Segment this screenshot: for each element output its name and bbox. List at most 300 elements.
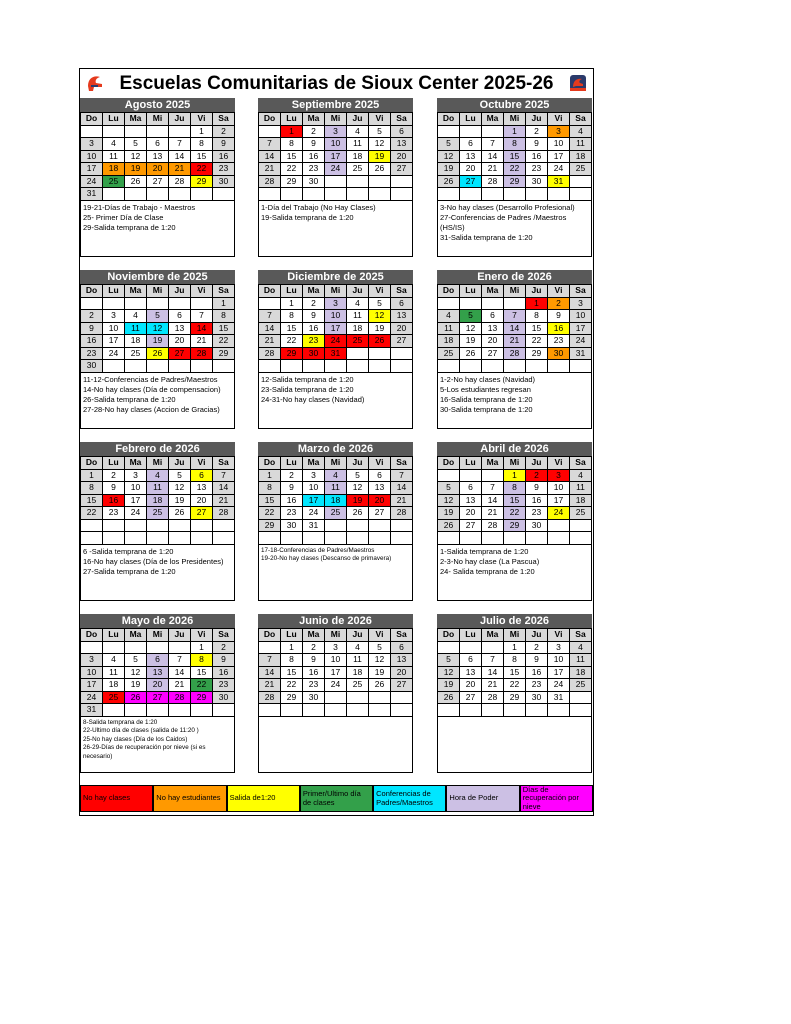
day-cell: 9 [526, 138, 548, 151]
day-cell: 14 [504, 322, 526, 335]
day-cell: 5 [125, 654, 147, 667]
empty-cell [81, 125, 103, 138]
day-cell: 28 [169, 691, 191, 704]
day-cell: 25 [438, 347, 460, 360]
day-of-week-header: Mi [504, 113, 526, 126]
empty-cell [570, 532, 592, 545]
day-of-week-header: Sa [570, 285, 592, 298]
note-line: 12-Salida temprana de 1:20 [261, 374, 354, 384]
day-cell: 8 [504, 138, 526, 151]
day-cell: 2 [103, 469, 125, 482]
empty-cell [438, 532, 460, 545]
empty-cell [347, 347, 369, 360]
day-cell: 3 [125, 469, 147, 482]
empty-cell [504, 360, 526, 373]
day-cell: 20 [369, 494, 391, 507]
day-cell: 20 [460, 507, 482, 520]
day-cell: 6 [391, 641, 413, 654]
day-cell: 12 [369, 138, 391, 151]
day-cell: 20 [147, 679, 169, 692]
empty-cell [482, 360, 504, 373]
empty-cell [325, 519, 347, 532]
day-cell: 25 [570, 163, 592, 176]
day-of-week-header: Ma [125, 285, 147, 298]
day-cell: 23 [303, 679, 325, 692]
empty-cell [259, 125, 281, 138]
month-notes [258, 545, 413, 601]
day-cell: 4 [570, 125, 592, 138]
empty-cell [504, 297, 526, 310]
day-cell: 28 [191, 347, 213, 360]
day-cell: 7 [169, 138, 191, 151]
day-of-week-header: Ju [169, 285, 191, 298]
empty-cell [147, 125, 169, 138]
day-cell: 1 [281, 641, 303, 654]
day-of-week-header: Ma [482, 113, 504, 126]
empty-cell [125, 125, 147, 138]
day-cell: 17 [325, 666, 347, 679]
day-cell: 9 [303, 310, 325, 323]
day-cell: 28 [391, 507, 413, 520]
day-cell: 2 [303, 125, 325, 138]
empty-cell [81, 641, 103, 654]
day-cell: 6 [482, 310, 504, 323]
day-cell: 26 [438, 691, 460, 704]
month-notes [258, 373, 413, 429]
month-calendar [80, 98, 235, 257]
day-cell: 10 [325, 654, 347, 667]
day-cell: 11 [438, 322, 460, 335]
empty-cell [125, 360, 147, 373]
calendar-page [79, 68, 594, 816]
empty-cell [460, 188, 482, 201]
empty-cell [347, 188, 369, 201]
day-cell: 7 [213, 469, 235, 482]
day-cell: 23 [213, 163, 235, 176]
day-cell: 17 [125, 494, 147, 507]
month-notes [258, 717, 413, 773]
day-cell: 21 [191, 335, 213, 348]
day-cell: 8 [213, 310, 235, 323]
day-cell: 8 [504, 654, 526, 667]
day-cell: 2 [303, 297, 325, 310]
day-cell: 17 [548, 150, 570, 163]
empty-cell [147, 297, 169, 310]
day-cell: 9 [526, 654, 548, 667]
day-cell: 3 [570, 297, 592, 310]
day-of-week-header: Do [438, 457, 460, 470]
legend-item: Conferencias de Padres/Maestros [373, 785, 446, 812]
empty-cell [103, 641, 125, 654]
day-cell: 23 [526, 679, 548, 692]
day-of-week-header: Ma [482, 629, 504, 642]
day-cell: 14 [169, 666, 191, 679]
day-of-week-header: Lu [281, 457, 303, 470]
note-line: 1-Salida temprana de 1:20 [440, 546, 529, 556]
day-cell: 28 [169, 175, 191, 188]
day-cell: 22 [259, 507, 281, 520]
day-cell: 4 [103, 138, 125, 151]
empty-cell [504, 532, 526, 545]
month-title: Noviembre de 2025 [80, 270, 235, 284]
month-notes [80, 201, 235, 257]
month-grid [437, 456, 592, 545]
empty-cell [347, 519, 369, 532]
empty-cell [369, 532, 391, 545]
day-of-week-header: Mi [147, 457, 169, 470]
day-cell: 17 [81, 679, 103, 692]
note-line: 26-29-Días de recuperación por nieve (si es necesario) [83, 744, 206, 760]
day-cell: 5 [438, 654, 460, 667]
month-calendar [258, 98, 413, 257]
day-cell: 6 [369, 469, 391, 482]
note-line: 3-No hay clases (Desarrollo Profesional) [440, 202, 575, 212]
day-of-week-header: Lu [460, 113, 482, 126]
day-cell: 24 [548, 679, 570, 692]
day-cell: 9 [103, 482, 125, 495]
day-cell: 1 [526, 297, 548, 310]
day-cell: 19 [438, 679, 460, 692]
day-of-week-header: Ma [482, 457, 504, 470]
day-cell: 23 [303, 163, 325, 176]
month-grid [437, 628, 592, 717]
empty-cell [103, 360, 125, 373]
day-cell: 4 [570, 641, 592, 654]
day-cell: 16 [213, 150, 235, 163]
month-grid [258, 628, 413, 717]
day-cell: 16 [303, 322, 325, 335]
empty-cell [526, 532, 548, 545]
day-cell: 4 [347, 125, 369, 138]
school-crest-logo [567, 72, 589, 94]
month-calendar [80, 442, 235, 601]
day-cell: 16 [526, 494, 548, 507]
day-cell: 11 [570, 482, 592, 495]
day-cell: 11 [347, 654, 369, 667]
legend-item: Días de recuperación por nieve [520, 785, 593, 812]
day-of-week-header: Do [438, 113, 460, 126]
day-cell: 19 [438, 507, 460, 520]
empty-cell [460, 704, 482, 717]
month-calendar [258, 270, 413, 429]
note-line: 8-Salida temprana de 1:20 [83, 718, 158, 726]
day-cell: 12 [438, 666, 460, 679]
month-calendar [258, 614, 413, 773]
day-cell: 28 [482, 519, 504, 532]
note-line: 16-No hay clases (Día de los Presidentes) [83, 556, 224, 566]
empty-cell [526, 704, 548, 717]
day-cell: 14 [482, 150, 504, 163]
day-cell: 25 [325, 507, 347, 520]
day-cell: 17 [325, 322, 347, 335]
day-of-week-header: Mi [147, 629, 169, 642]
empty-cell [391, 175, 413, 188]
empty-cell [548, 704, 570, 717]
day-cell: 20 [391, 150, 413, 163]
day-of-week-header: Lu [103, 457, 125, 470]
day-cell: 4 [347, 641, 369, 654]
day-cell: 24 [325, 163, 347, 176]
day-cell: 22 [191, 163, 213, 176]
day-cell: 1 [281, 125, 303, 138]
day-cell: 2 [213, 641, 235, 654]
month-calendar [80, 270, 235, 429]
day-of-week-header: Do [259, 285, 281, 298]
note-line: 29-Salida temprana de 1:20 [83, 222, 176, 232]
day-cell: 13 [369, 482, 391, 495]
day-cell: 4 [438, 310, 460, 323]
day-cell: 22 [281, 335, 303, 348]
note-line: 25-No hay clases (Día de los Caidos) [83, 735, 188, 743]
day-cell: 30 [81, 360, 103, 373]
day-cell: 28 [259, 347, 281, 360]
note-line: 2-3-No hay clase (La Pascua) [440, 556, 540, 566]
month-title: Enero de 2026 [437, 270, 592, 284]
spartan-helmet-logo [84, 72, 106, 94]
day-cell: 29 [281, 691, 303, 704]
empty-cell [303, 704, 325, 717]
day-cell: 10 [570, 310, 592, 323]
day-cell: 28 [259, 691, 281, 704]
day-cell: 6 [169, 310, 191, 323]
day-of-week-header: Ju [347, 629, 369, 642]
day-cell: 17 [570, 322, 592, 335]
day-cell: 10 [548, 654, 570, 667]
day-cell: 25 [103, 691, 125, 704]
note-line: 19-20-No hay clases (Descanso de primavera) [261, 555, 392, 562]
day-of-week-header: Ma [125, 113, 147, 126]
day-of-week-header: Lu [460, 457, 482, 470]
day-cell: 11 [147, 482, 169, 495]
day-cell: 25 [103, 175, 125, 188]
empty-cell [213, 532, 235, 545]
day-cell: 6 [460, 482, 482, 495]
day-of-week-header: Vi [191, 457, 213, 470]
empty-cell [213, 188, 235, 201]
day-cell: 5 [438, 482, 460, 495]
empty-cell [570, 704, 592, 717]
empty-cell [570, 519, 592, 532]
day-cell: 6 [391, 297, 413, 310]
empty-cell [281, 360, 303, 373]
day-cell: 22 [191, 679, 213, 692]
day-cell: 7 [482, 654, 504, 667]
empty-cell [391, 347, 413, 360]
day-cell: 19 [438, 163, 460, 176]
note-line: 24-31-No hay clases (Navidad) [261, 394, 365, 404]
day-of-week-header: Ma [303, 285, 325, 298]
day-cell: 1 [191, 125, 213, 138]
day-cell: 15 [259, 494, 281, 507]
day-of-week-header: Sa [391, 113, 413, 126]
day-of-week-header: Vi [548, 629, 570, 642]
day-cell: 22 [526, 335, 548, 348]
day-cell: 16 [526, 150, 548, 163]
day-cell: 12 [169, 482, 191, 495]
day-cell: 24 [103, 347, 125, 360]
day-cell: 13 [147, 666, 169, 679]
empty-cell [347, 704, 369, 717]
note-line: 25- Primer Día de Clase [83, 212, 164, 222]
day-cell: 3 [81, 138, 103, 151]
day-cell: 11 [347, 138, 369, 151]
empty-cell [438, 188, 460, 201]
day-cell: 2 [281, 469, 303, 482]
month-title: Febrero de 2026 [80, 442, 235, 456]
month-grid [80, 284, 235, 373]
day-cell: 2 [213, 125, 235, 138]
day-cell: 12 [125, 150, 147, 163]
day-cell: 16 [526, 666, 548, 679]
day-cell: 1 [191, 641, 213, 654]
day-cell: 6 [191, 469, 213, 482]
day-cell: 9 [526, 482, 548, 495]
month-grid [437, 112, 592, 201]
day-cell: 17 [303, 494, 325, 507]
empty-cell [103, 704, 125, 717]
day-cell: 10 [325, 310, 347, 323]
month-title: Marzo de 2026 [258, 442, 413, 456]
day-cell: 29 [504, 691, 526, 704]
empty-cell [191, 532, 213, 545]
empty-cell [570, 691, 592, 704]
empty-cell [548, 188, 570, 201]
day-of-week-header: Sa [213, 285, 235, 298]
day-of-week-header: Ju [526, 285, 548, 298]
day-cell: 12 [438, 150, 460, 163]
month-calendar [437, 614, 592, 773]
day-of-week-header: Vi [191, 285, 213, 298]
note-line: 27-28-No hay clases (Accion de Gracias) [83, 404, 220, 414]
day-cell: 19 [169, 494, 191, 507]
day-cell: 12 [460, 322, 482, 335]
day-cell: 27 [169, 347, 191, 360]
empty-cell [347, 532, 369, 545]
day-cell: 19 [460, 335, 482, 348]
day-cell: 4 [570, 469, 592, 482]
day-cell: 6 [147, 654, 169, 667]
empty-cell [191, 297, 213, 310]
day-cell: 18 [570, 150, 592, 163]
day-cell: 24 [125, 507, 147, 520]
day-cell: 20 [482, 335, 504, 348]
day-cell: 16 [303, 666, 325, 679]
day-cell: 6 [391, 125, 413, 138]
empty-cell [460, 641, 482, 654]
empty-cell [103, 519, 125, 532]
empty-cell [391, 532, 413, 545]
month-grid [437, 284, 592, 373]
day-cell: 24 [570, 335, 592, 348]
empty-cell [391, 691, 413, 704]
day-of-week-header: Mi [147, 113, 169, 126]
day-cell: 26 [147, 347, 169, 360]
day-of-week-header: Lu [281, 113, 303, 126]
month-title: Diciembre de 2025 [258, 270, 413, 284]
day-cell: 5 [460, 310, 482, 323]
day-cell: 20 [169, 335, 191, 348]
day-cell: 11 [103, 666, 125, 679]
day-cell: 3 [548, 641, 570, 654]
legend-item: No hay clases [80, 785, 153, 812]
empty-cell [213, 519, 235, 532]
day-cell: 23 [81, 347, 103, 360]
day-cell: 11 [570, 138, 592, 151]
month-calendar [80, 614, 235, 773]
day-cell: 2 [548, 297, 570, 310]
month-notes [437, 201, 592, 257]
empty-cell [369, 704, 391, 717]
empty-cell [303, 532, 325, 545]
day-of-week-header: Sa [570, 457, 592, 470]
month-notes [437, 545, 592, 601]
day-cell: 25 [125, 347, 147, 360]
day-cell: 24 [81, 175, 103, 188]
day-cell: 16 [303, 150, 325, 163]
day-of-week-header: Sa [570, 629, 592, 642]
day-cell: 30 [213, 175, 235, 188]
day-cell: 19 [347, 494, 369, 507]
day-cell: 19 [369, 150, 391, 163]
empty-cell [169, 704, 191, 717]
day-cell: 31 [325, 347, 347, 360]
empty-cell [369, 175, 391, 188]
note-line: 6 -Salida temprana de 1:20 [83, 546, 174, 556]
month-grid [80, 628, 235, 717]
day-cell: 8 [504, 482, 526, 495]
day-of-week-header: Vi [369, 285, 391, 298]
day-cell: 15 [281, 150, 303, 163]
day-cell: 2 [81, 310, 103, 323]
empty-cell [169, 532, 191, 545]
day-cell: 18 [438, 335, 460, 348]
day-cell: 29 [191, 175, 213, 188]
empty-cell [281, 704, 303, 717]
day-cell: 20 [191, 494, 213, 507]
day-cell: 23 [281, 507, 303, 520]
day-cell: 19 [147, 335, 169, 348]
day-cell: 8 [191, 654, 213, 667]
empty-cell [438, 641, 460, 654]
empty-cell [81, 519, 103, 532]
month-title: Junio de 2026 [258, 614, 413, 628]
note-line: 1-2-No hay clases (Navidad) [440, 374, 536, 384]
day-of-week-header: Sa [391, 629, 413, 642]
day-of-week-header: Ju [169, 457, 191, 470]
day-cell: 30 [303, 691, 325, 704]
day-cell: 30 [526, 175, 548, 188]
day-cell: 11 [570, 654, 592, 667]
day-of-week-header: Do [259, 113, 281, 126]
month-grid [80, 112, 235, 201]
day-cell: 26 [369, 335, 391, 348]
day-cell: 23 [548, 335, 570, 348]
empty-cell [103, 297, 125, 310]
day-cell: 29 [504, 175, 526, 188]
day-cell: 15 [526, 322, 548, 335]
empty-cell [281, 188, 303, 201]
day-of-week-header: Sa [213, 457, 235, 470]
day-of-week-header: Ma [303, 113, 325, 126]
day-cell: 18 [147, 494, 169, 507]
empty-cell [81, 532, 103, 545]
note-line: 17-18-Conferencias de Padres/Maestros [261, 546, 375, 554]
day-cell: 14 [259, 150, 281, 163]
day-cell: 16 [213, 666, 235, 679]
day-of-week-header: Do [81, 113, 103, 126]
day-cell: 26 [125, 175, 147, 188]
day-cell: 29 [281, 175, 303, 188]
